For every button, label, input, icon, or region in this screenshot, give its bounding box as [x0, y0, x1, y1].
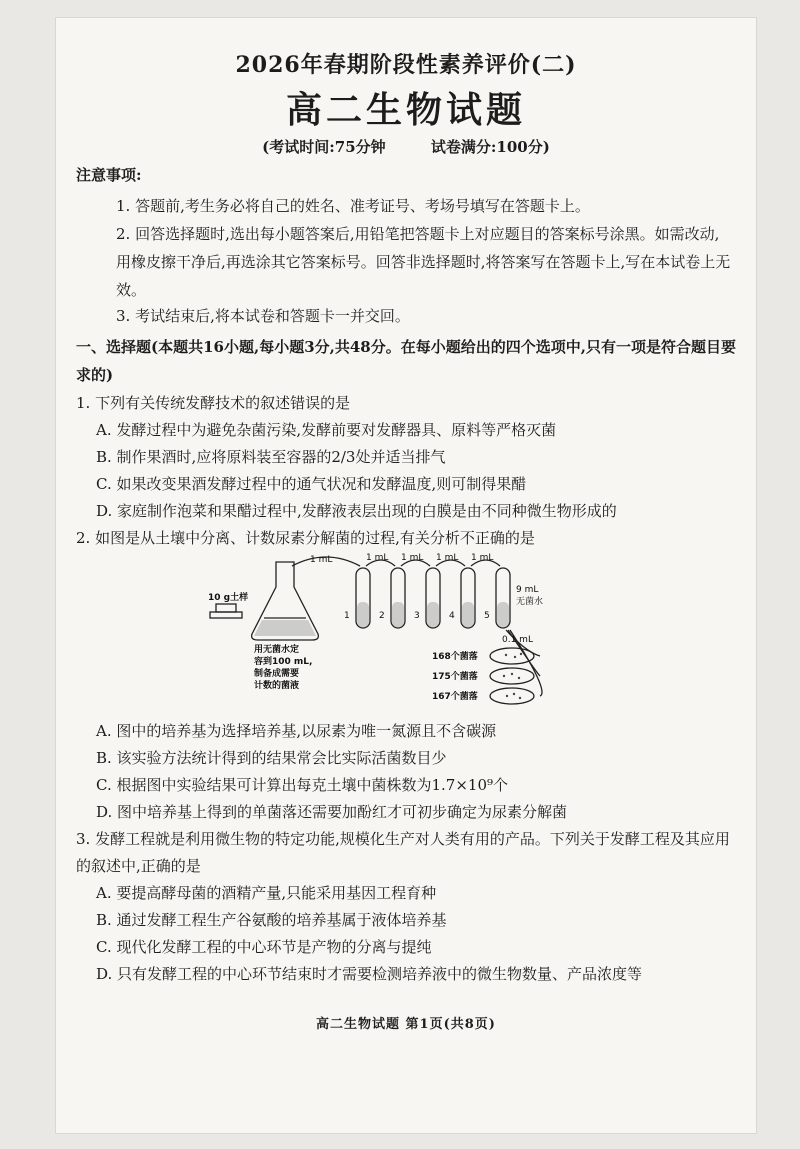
- notes-heading: 注意事项:: [76, 166, 142, 184]
- note-item: 2. 回答选择题时,选出每小题答案后,用铅笔把答题卡上对应题目的答案标号涂黑。如需改动,用橡皮擦干净后,再选涂其它答案标号。回答非选择题时,将答案写在答题卡上,写在本试卷上无效。: [116, 225, 731, 299]
- flask-caption-line: 计数的菌液: [254, 681, 300, 691]
- colony-count: 167个菌落: [432, 692, 478, 702]
- tube-number: 5: [484, 611, 490, 621]
- question-3-option-c: C. 现代化发酵工程的中心环节是产物的分离与提纯: [96, 938, 432, 956]
- full-score: 试卷满分:100分): [430, 138, 550, 156]
- note-item: 3. 考试结束后,将本试卷和答题卡一并交回。: [116, 307, 410, 325]
- note-item: 1. 答题前,考生务必将自己的姓名、准考证号、考场号填写在答题卡上。: [116, 197, 590, 215]
- question-3-stem: 3. 发酵工程就是利用微生物的特定功能,规模化生产对人类有用的产品。下列关于发酵工程及其应用的叙述中,正确的是: [76, 830, 730, 875]
- exam-page: [56, 18, 756, 1133]
- exam-title: 2026年春期阶段性素养评价(二): [235, 52, 577, 78]
- flask-caption-line: 用无菌水定: [254, 645, 300, 655]
- transfer-label: 1 mL: [471, 553, 494, 563]
- transfer-label: 1 mL: [401, 553, 424, 563]
- flask-caption-line: 容到100 mL,: [254, 657, 313, 667]
- soil-sample-label: 10 g土样: [208, 593, 249, 603]
- question-2-stem: 2. 如图是从土壤中分离、计数尿素分解菌的过程,有关分析不正确的是: [76, 529, 535, 547]
- question-2-option-a: A. 图中的培养基为选择培养基,以尿素为唯一氮源且不含碳源: [96, 722, 497, 740]
- exam-time: (考试时间:75分钟: [262, 138, 386, 156]
- question-1-option-d: D. 家庭制作泡菜和果醋过程中,发酵液表层出现的白膜是由不同种微生物形成的: [96, 502, 617, 520]
- transfer-label: 1 mL: [310, 555, 333, 565]
- tube-number: 3: [414, 611, 420, 621]
- tube-number: 2: [379, 611, 385, 621]
- page-footer: 高二生物试题 第1页(共8页): [316, 1017, 496, 1032]
- dilution-diagram: [206, 552, 626, 720]
- water-volume-label: 9 mL: [516, 585, 539, 595]
- colony-count: 175个菌落: [432, 672, 478, 682]
- tube-number: 1: [344, 611, 350, 621]
- transfer-label: 1 mL: [366, 553, 389, 563]
- question-3-option-a: A. 要提高酵母菌的酒精产量,只能采用基因工程育种: [96, 884, 437, 902]
- plating-volume-label: 0.1 mL: [502, 635, 533, 645]
- question-3-option-b: B. 通过发酵工程生产谷氨酸的培养基属于液体培养基: [96, 911, 447, 929]
- flask-caption-line: 制备成需要: [254, 669, 300, 679]
- question-1-option-b: B. 制作果酒时,应将原料装至容器的2/3处并适当排气: [96, 448, 446, 466]
- subject-title: 高二生物试题: [285, 89, 526, 131]
- transfer-label: 1 mL: [436, 553, 459, 563]
- colony-count: 168个菌落: [432, 652, 478, 662]
- question-1-stem: 1. 下列有关传统发酵技术的叙述错误的是: [76, 394, 351, 412]
- question-2-option-b: B. 该实验方法统计得到的结果常会比实际活菌数目少: [96, 749, 447, 767]
- question-1-option-c: C. 如果改变果酒发酵过程中的通气状况和发酵温度,则可制得果醋: [96, 475, 527, 493]
- tube-number: 4: [449, 611, 455, 621]
- section-heading: 一、选择题(本题共16小题,每小题3分,共48分。在每小题给出的四个选项中,只有一项是符合题目要求的): [76, 338, 736, 384]
- exam-info: [56, 136, 756, 157]
- question-2-option-d: D. 图中培养基上得到的单菌落还需要加酚红才可初步确定为尿素分解菌: [96, 803, 568, 821]
- water-label: 无菌水: [516, 597, 544, 607]
- question-2-option-c: C. 根据图中实验结果可计算出每克土壤中菌株数为1.7×10⁹个: [96, 776, 509, 794]
- question-1-option-a: A. 发酵过程中为避免杂菌污染,发酵前要对发酵器具、原料等严格灭菌: [96, 421, 557, 439]
- question-3-option-d: D. 只有发酵工程的中心环节结束时才需要检测培养液中的微生物数量、产品浓度等: [96, 965, 643, 983]
